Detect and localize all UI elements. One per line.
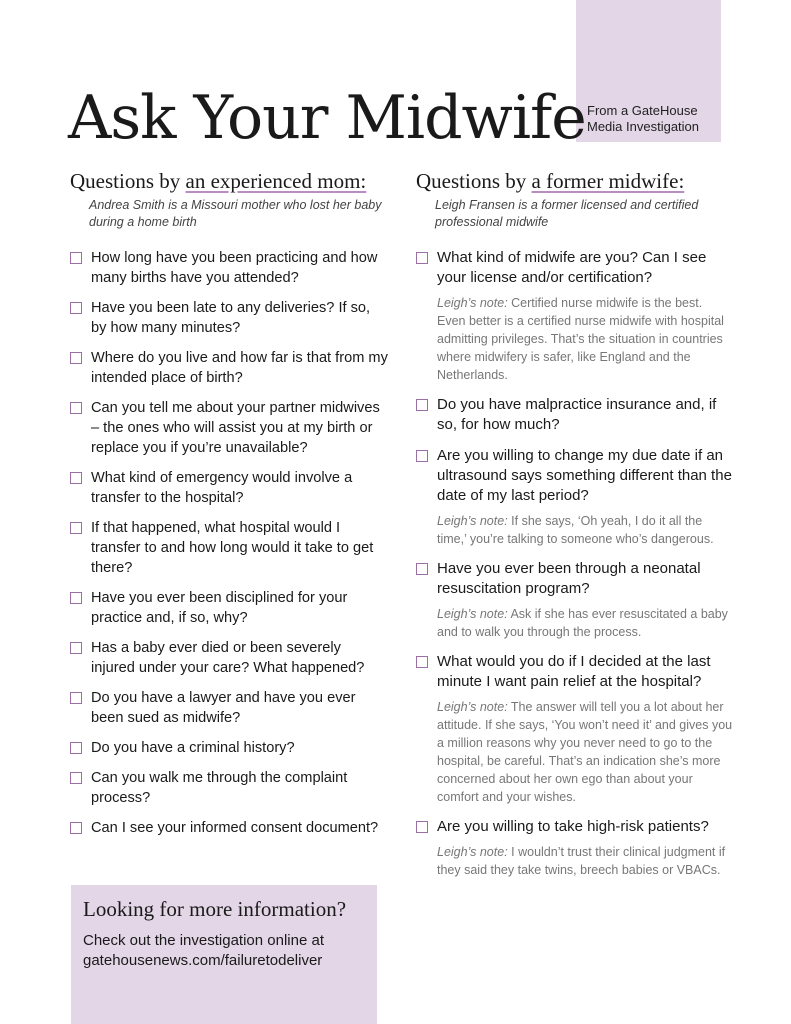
right-column-intro: Leigh Fransen is a former licensed and certified professional midwife [435,198,699,229]
note-text: Certified nurse midwife is the best. Even better is a certified nurse midwife with hospital admitting privileges. That’s the situation in countries where midwifery is safer, like England and the Netherlands. [437,296,724,382]
left-question-item [70,738,388,758]
checkbox[interactable] [70,692,82,704]
right-column [416,168,734,890]
left-question-list [70,248,388,838]
page-title: Ask Your Midwife [68,83,586,153]
question-text: How long have you been practicing and how many births have you attended? [91,250,378,286]
checkbox[interactable] [70,402,82,414]
note-label: Leigh’s note: [437,607,508,621]
checkbox[interactable] [70,772,82,784]
question-text: Do you have a lawyer and have you ever been sued as midwife? [91,690,356,726]
checkbox[interactable] [416,656,428,668]
note-label: Leigh’s note: [437,845,508,859]
question-text: Do you have a criminal history? [91,740,295,756]
checkbox[interactable] [416,563,428,575]
question-text: Are you willing to change my due date if an ultrasound says something different than the date of my last period? [437,447,732,504]
left-heading-prefix: Questions by [70,169,186,193]
right-question-item [416,248,734,384]
checkbox[interactable] [70,522,82,534]
left-heading-underlined: an experienced mom: [185,169,367,193]
left-question-item [70,818,388,838]
checkbox[interactable] [70,352,82,364]
question-text: Can you tell me about your partner midwives – the ones who will assist you at my birth or replace you if you’re unavailable? [91,400,380,456]
checkbox[interactable] [416,450,428,462]
left-question-item [70,638,388,678]
question-text: Have you ever been through a neonatal resuscitation program? [437,560,701,597]
question-text: If that happened, what hospital would I transfer to and how long would it take to get there? [91,520,374,576]
right-question-item [416,446,734,548]
more-info-box [71,885,377,1024]
question-text: Have you ever been disciplined for your practice and, if so, why? [91,590,348,626]
right-question-item [416,652,734,806]
leighs-note [437,605,734,641]
question-text: Has a baby ever died or been severely injured under your care? What happened? [91,640,365,676]
right-heading-underlined: a former midwife: [531,169,685,193]
right-column-heading [416,168,734,194]
question-text: Where do you live and how far is that from my intended place of birth? [91,350,388,386]
right-question-item [416,817,734,879]
note-text: I wouldn’t trust their clinical judgment if they said they take twins, breech babies or VBACs. [437,845,726,877]
credit-line-1: From a GateHouse [587,103,698,118]
right-question-item [416,559,734,641]
right-question-list [416,248,734,879]
right-heading-prefix: Questions by [416,169,532,193]
left-question-item [70,688,388,728]
left-question-item [70,518,388,578]
checkbox[interactable] [70,742,82,754]
leighs-note [437,698,734,806]
more-info-line-1: Check out the investigation online at [83,932,324,949]
note-text: The answer will tell you a lot about her attitude. If she says, ‘You won’t need it’ and gives you a million reasons why you never need to go to the hospital, be careful. That’s an indication she’s more concerned about her own ego than about your comfort and your wishes. [437,700,733,804]
leighs-note [437,512,734,548]
checkbox[interactable] [70,642,82,654]
left-question-item [70,468,388,508]
checkbox[interactable] [70,472,82,484]
leighs-note [437,294,734,384]
question-text: What would you do if I decided at the last minute I want pain relief at the hospital? [437,653,711,690]
note-text: Ask if she has ever resuscitated a baby and to walk you through the process. [437,607,728,639]
question-text: Can I see your informed consent document? [91,820,379,836]
left-question-item [70,298,388,338]
checkbox[interactable] [70,252,82,264]
credit-box [576,0,721,142]
more-info-body [83,931,377,971]
checkbox[interactable] [70,302,82,314]
left-question-item [70,248,388,288]
note-text: If she says, ‘Oh yeah, I do it all the time,’ you’re talking to someone who’s dangerous. [437,514,714,546]
left-column-heading [70,168,388,194]
note-label: Leigh’s note: [437,700,508,714]
checkbox[interactable] [70,592,82,604]
checkbox[interactable] [70,822,82,834]
leighs-note [437,843,734,879]
more-info-heading: Looking for more information? [83,897,347,921]
question-text: What kind of emergency would involve a transfer to the hospital? [91,470,353,506]
note-label: Leigh’s note: [437,296,508,310]
question-text: Have you been late to any deliveries? If so, by how many minutes? [91,300,371,336]
checkbox[interactable] [416,821,428,833]
checkbox[interactable] [416,399,428,411]
left-column [70,168,388,848]
checkbox[interactable] [416,252,428,264]
question-text: Are you willing to take high-risk patients? [437,818,709,835]
more-info-url[interactable]: gatehousenews.com/failuretodeliver [83,952,323,969]
question-text: What kind of midwife are you? Can I see your license and/or certification? [437,249,707,286]
note-label: Leigh’s note: [437,514,508,528]
left-question-item [70,768,388,808]
left-column-intro: Andrea Smith is a Missouri mother who lost her baby during a home birth [89,198,382,229]
credit-line-2: Media Investigation [587,119,700,134]
question-text: Can you walk me through the complaint process? [91,770,348,806]
question-text: Do you have malpractice insurance and, if so, for how much? [437,396,717,433]
left-question-item [70,398,388,458]
left-question-item [70,348,388,388]
left-question-item [70,588,388,628]
right-question-item [416,395,734,435]
